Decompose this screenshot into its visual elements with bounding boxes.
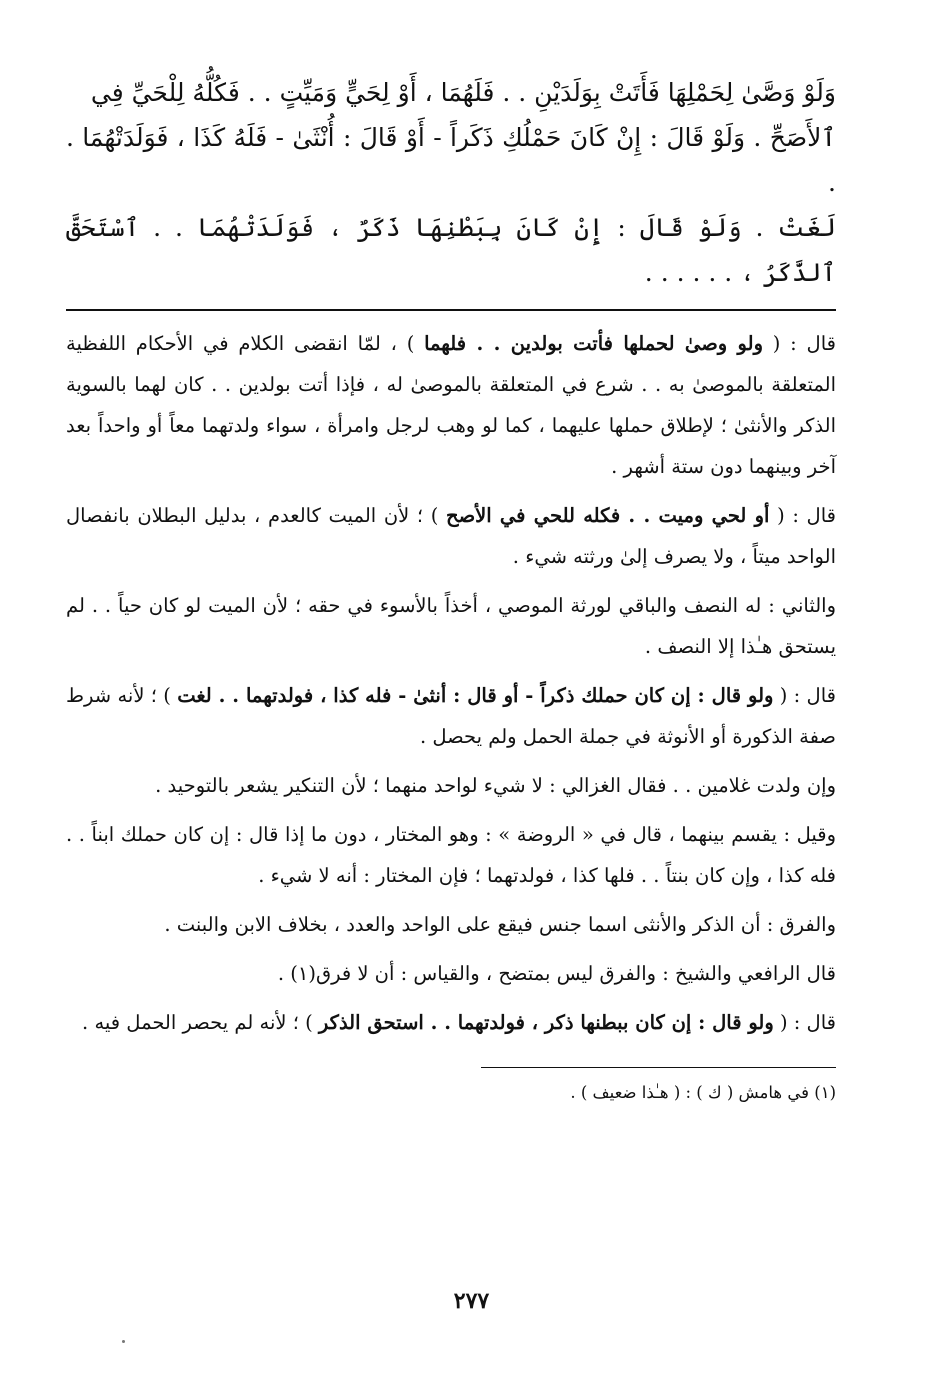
commentary-paragraph: [66, 765, 836, 806]
main-text: [66, 70, 836, 295]
commentary-text: والفرق : أن الذكر والأنثى اسما جنس فيقع على الواحد والعدد ، بخلاف الابن والبنت .: [164, 913, 836, 936]
commentary-paragraph: [66, 675, 836, 757]
commentary-paragraph: [66, 814, 836, 896]
commentary-text: ) ؛ لأنه شرط صفة الذكورة أو الأنوثة في جملة الحمل ولم يحصل .: [66, 684, 836, 748]
main-text-line: لَغَتْ . وَلَوْ قَالَ : إِنْ كَانَ بِبَطْنِهَا ذَكَرٌ ، فَوَلَدَتْهُمَا . . ٱسْتَحَقَّ ٱلذَّكَرُ ، . . . . . .: [66, 213, 836, 287]
commentary-text: وقيل : يقسم بينهما ، قال في « الروضة » : وهو المختار ، دون ما إذا قال : إن كان حملك ابناً . . فله كذا ، وإن كان بنتاً . . فلها كذا ، فولدتهما ؛ فإن المختار : أنه لا شيء .: [66, 823, 836, 887]
commentary-text: ) ؛ لأنه لم يحصر الحمل فيه .: [82, 1011, 319, 1034]
commentary-paragraph: [66, 904, 836, 945]
footnote-rule: [481, 1067, 836, 1068]
main-text-line: وَلَوْ وَصَّىٰ لِحَمْلِهَا فَأَتَتْ بِوَلَدَيْنِ . . فَلَهُمَا ، أَوْ لِحَيٍّ وَمَيِّتٍ . . فَكُلُّهُ لِلْحَيِّ فِي: [90, 78, 836, 107]
separator-rule: [66, 309, 836, 311]
quoted-text: ولو وصىٰ لحملها فأتت بولدين . . فلهما: [424, 332, 763, 355]
scan-speck: [122, 1340, 125, 1343]
commentary-text: ) ؛ لأن الميت كالعدم ، بدليل البطلان بانفصال الواحد ميتاً ، ولا يصرف إلىٰ ورثته شيء .: [66, 504, 836, 568]
quoted-text: ولو قال : إن كان حملك ذكراً - أو قال : أنثىٰ - فله كذا ، فولدتهما . . لغت: [177, 684, 774, 707]
commentary-text: قال : (: [773, 1011, 836, 1034]
commentary-paragraph: [66, 323, 836, 487]
commentary-text: قال الرافعي والشيخ : والفرق ليس بمتضح ، والقياس : أن لا فرق(١) .: [277, 962, 836, 985]
commentary-text: قال : (: [762, 332, 836, 355]
page-body: [66, 70, 836, 1108]
quoted-text: ولو قال : إن كان ببطنها ذكر ، فولدتهما . . استحق الذكر: [318, 1011, 774, 1034]
commentary: [66, 323, 836, 1043]
commentary-text: قال : (: [769, 504, 836, 527]
main-text-line: ٱلأَصَحِّ . وَلَوْ قَالَ : إِنْ كَانَ حَمْلُكِ ذَكَراً - أَوْ قَالَ : أُنْثَىٰ - فَلَهُ كَذَا ، فَوَلَدَتْهُمَا . .: [66, 123, 836, 197]
commentary-paragraph: [66, 585, 836, 667]
quoted-text: أو لحي وميت . . فكله للحي في الأصح: [446, 504, 770, 527]
page-number: ٢٧٧: [453, 1288, 490, 1314]
commentary-paragraph: [66, 495, 836, 577]
footnote: (١) في هامش ( ك ) : ( هـٰذا ضعيف ) .: [570, 1083, 836, 1102]
commentary-text: وإن ولدت غلامين . . فقال الغزالي : لا شيء لواحد منهما ؛ لأن التنكير يشعر بالتوحيد .: [155, 774, 836, 797]
commentary-paragraph: [66, 1002, 836, 1043]
commentary-paragraph: [66, 953, 836, 994]
commentary-text: قال : (: [773, 684, 836, 707]
commentary-text: ) ، لمّا انقضى الكلام في الأحكام اللفظية المتعلقة بالموصىٰ به . . شرع في المتعلقة بالموصىٰ له ، فإذا أتت بولدين . . كان لهما بالسوية الذكر والأنثىٰ ؛ لإطلاق حملها عليهما ، كما لو وهب لرجل وامرأة ، سواء ولدتهما معاً أو واحداً بعد آخر وبينهما دون ستة أشهر .: [66, 332, 836, 478]
commentary-text: والثاني : له النصف والباقي لورثة الموصي ، أخذاً بالأسوء في حقه ؛ لأن الميت لو كان حياً . . لم يستحق هـٰذا إلا النصف .: [66, 594, 836, 658]
